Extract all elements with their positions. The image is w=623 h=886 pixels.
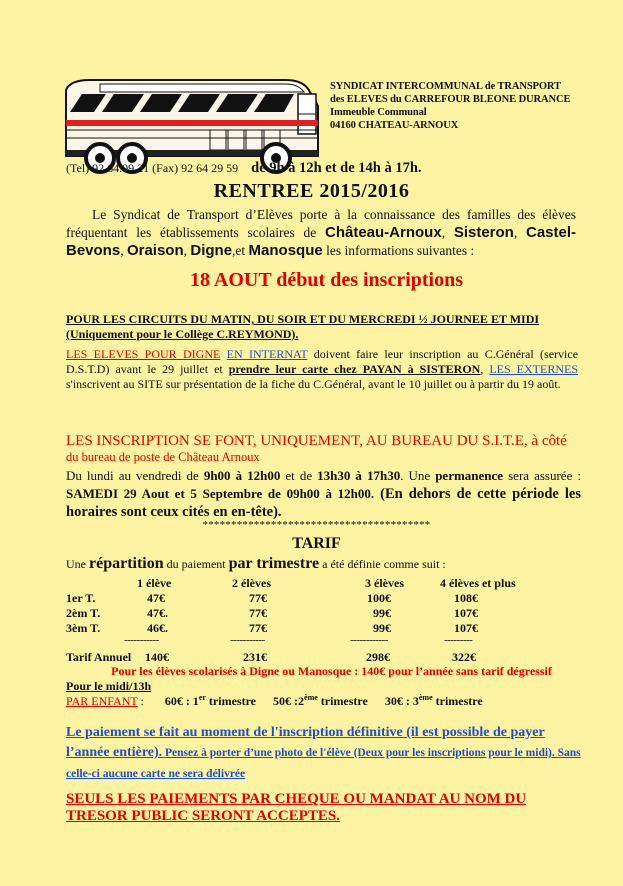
paiement-photo-note: Pensez à porter d’une photo de l'élève (Deux pour les inscriptions pour le midi). Sans celle-ci aucune carte ne sera délivrée (66, 747, 581, 780)
hours-morning: 9h00 à 12h00 (203, 468, 281, 483)
org-line: SYNDICAT INTERCOMMUNAL de TRANSPORT (330, 81, 561, 92)
paiement-paragraph (66, 722, 581, 784)
midi-label: Pour le midi/13h (66, 679, 152, 693)
organization-address (330, 80, 570, 132)
contact-line (66, 160, 422, 177)
table-cell: 100€ (367, 591, 391, 605)
saturday-dates: SAMEDI 29 Aout et 5 Septembre de 09h00 à 12h00. (66, 486, 375, 501)
sum-divider: --------- (444, 634, 473, 646)
par-enfant-line: PAR ENFANT : 60€ : 1er trimestre 50€ :2ème trimestre 30€ : 3ème trimestre (66, 693, 483, 708)
column-header: 1 élève (137, 576, 172, 590)
page-title: RENTREE 2015/2016 (213, 180, 410, 202)
org-line: 04160 CHATEAU-ARNOUX (330, 120, 459, 131)
city-name: Oraison (126, 242, 184, 259)
office-hours: de 9h à 12h et de 14h à 17h. (251, 160, 422, 176)
hours-afternoon: 13h30 à 17h30 (317, 468, 401, 483)
carte-payan: prendre leur carte chez PAYAN à SISTERON (228, 362, 481, 376)
table-cell: 107€ (454, 606, 478, 620)
intro-paragraph: Le Syndicat de Transport d’Elèves porte à la connaissance des familles des élèves fréquentant les établissements scolaires de Château-Arnoux, Sisteron, Castel-Bevons, Oraison, Digne,et Manosque les informations suivantes : (66, 207, 577, 259)
externes-label: LES EXTERNES (489, 362, 579, 376)
inscription-location-sub: du bureau de poste de Château Arnoux (66, 450, 260, 464)
phone-fax: (Tel) 92.64.09.21 (Fax) 92 64 29 59 (66, 161, 239, 175)
eleves-digne-label: LES ELEVES POUR DIGNE (66, 347, 221, 361)
sum-divider: ----------- (230, 634, 265, 646)
city-name: Castel-Bevons (66, 224, 577, 259)
inscription-location: LES INSCRIPTION SE FONT, UNIQUEMENT, AU BUREAU DU S.I.T.E, à côté (66, 433, 567, 449)
intro-text: Le Syndicat de Transport d’Elèves porte à la connaissance des familles des élèves fréquentant les établissements scolaires de (66, 207, 576, 240)
table-cell: 107€ (454, 621, 478, 635)
city-name: Manosque (248, 242, 323, 259)
row-label: 2èm T. (66, 606, 101, 620)
digne-manosque-note: Pour les élèves scolarisés à Digne ou Manosque : 140€ pour l’année sans tarif dégressif (111, 664, 552, 678)
schedule-paragraph: Du lundi au vendredi de 9h00 à 12h00 et de 13h30 à 17h30. Une permanence sera assurée : SAMEDI 29 Aout et 5 Septembre de 09h00 à 12h00. (En dehors de cette période les horaires sont ceux cités en en-tête). (66, 468, 581, 520)
paiement-main: Le paiement se fait au moment de l'inscription définitive (il est possible de payer l’année entière). (66, 725, 545, 760)
org-line: Immeuble Communal (330, 107, 427, 118)
column-header: 4 élèves et plus (440, 576, 516, 590)
table-cell: 99€ (373, 621, 391, 635)
tarif-intro: Une répartition du paiement par trimestre a été définie comme suit : (66, 555, 446, 572)
table-cell: 140€ (145, 650, 169, 664)
internat-label: EN INTERNAT (226, 347, 308, 361)
row-label: 3èm T. (66, 621, 101, 635)
outside-period-note: (En dehors de cette période les horaires sont ceux cités en en-tête). (66, 486, 581, 520)
table-cell: 47€ (147, 591, 165, 605)
table-cell: 47€. (147, 606, 168, 620)
sum-divider: ----------- (124, 634, 159, 646)
city-name: Sisteron (453, 224, 514, 241)
table-cell: 77€ (249, 621, 267, 635)
tarif-title: TARIF (292, 535, 341, 552)
table-cell: 77€ (249, 606, 267, 620)
table-cell: 46€. (147, 621, 168, 635)
org-line: des ELEVES du CARREFOUR BLEONE DURANCE (330, 94, 571, 105)
row-label: Tarif Annuel (66, 650, 132, 664)
separator-stars: **************************************** (202, 519, 431, 531)
table-cell: 231€ (243, 650, 267, 664)
sum-divider: ------------ (350, 634, 388, 646)
headline-registration-date: 18 AOUT début des inscriptions (189, 269, 464, 291)
eleves-digne-paragraph: LES ELEVES POUR DIGNE EN INTERNAT doivent faire leur inscription au C.Général (service D.S.T.D) avant le 29 juillet et prendre leur carte chez PAYAN à SISTERON, LES EXTERNES s'inscrivent au SITE sur présentation de la fiche du C.Général, avant le 10 juillet ou à partir du 19 août. (66, 347, 579, 391)
circuits-heading: POUR LES CIRCUITS DU MATIN, DU SOIR ET DU MERCREDI ½ JOURNEE ET MIDI (Uniquement pour le Collège C.REYMOND). (66, 312, 540, 341)
column-header: 2 élèves (232, 576, 271, 590)
table-cell: 99€ (373, 606, 391, 620)
table-cell: 298€ (366, 650, 390, 664)
city-name: Château-Arnoux (325, 224, 442, 241)
city-name: Digne (190, 242, 233, 259)
table-cell: 77€ (249, 591, 267, 605)
column-header: 3 élèves (365, 576, 404, 590)
table-cell: 108€ (454, 591, 478, 605)
permanence-label: permanence (435, 468, 504, 483)
payment-methods-notice: SEULS LES PAIEMENTS PAR CHEQUE OU MANDAT AU NOM DU TRESOR PUBLIC SERONT ACCEPTES. (66, 791, 527, 824)
table-cell: 322€ (452, 650, 476, 664)
intro-text: les informations suivantes : (322, 243, 475, 258)
par-enfant-label: PAR ENFANT (66, 694, 138, 708)
row-label: 1er T. (66, 591, 96, 605)
